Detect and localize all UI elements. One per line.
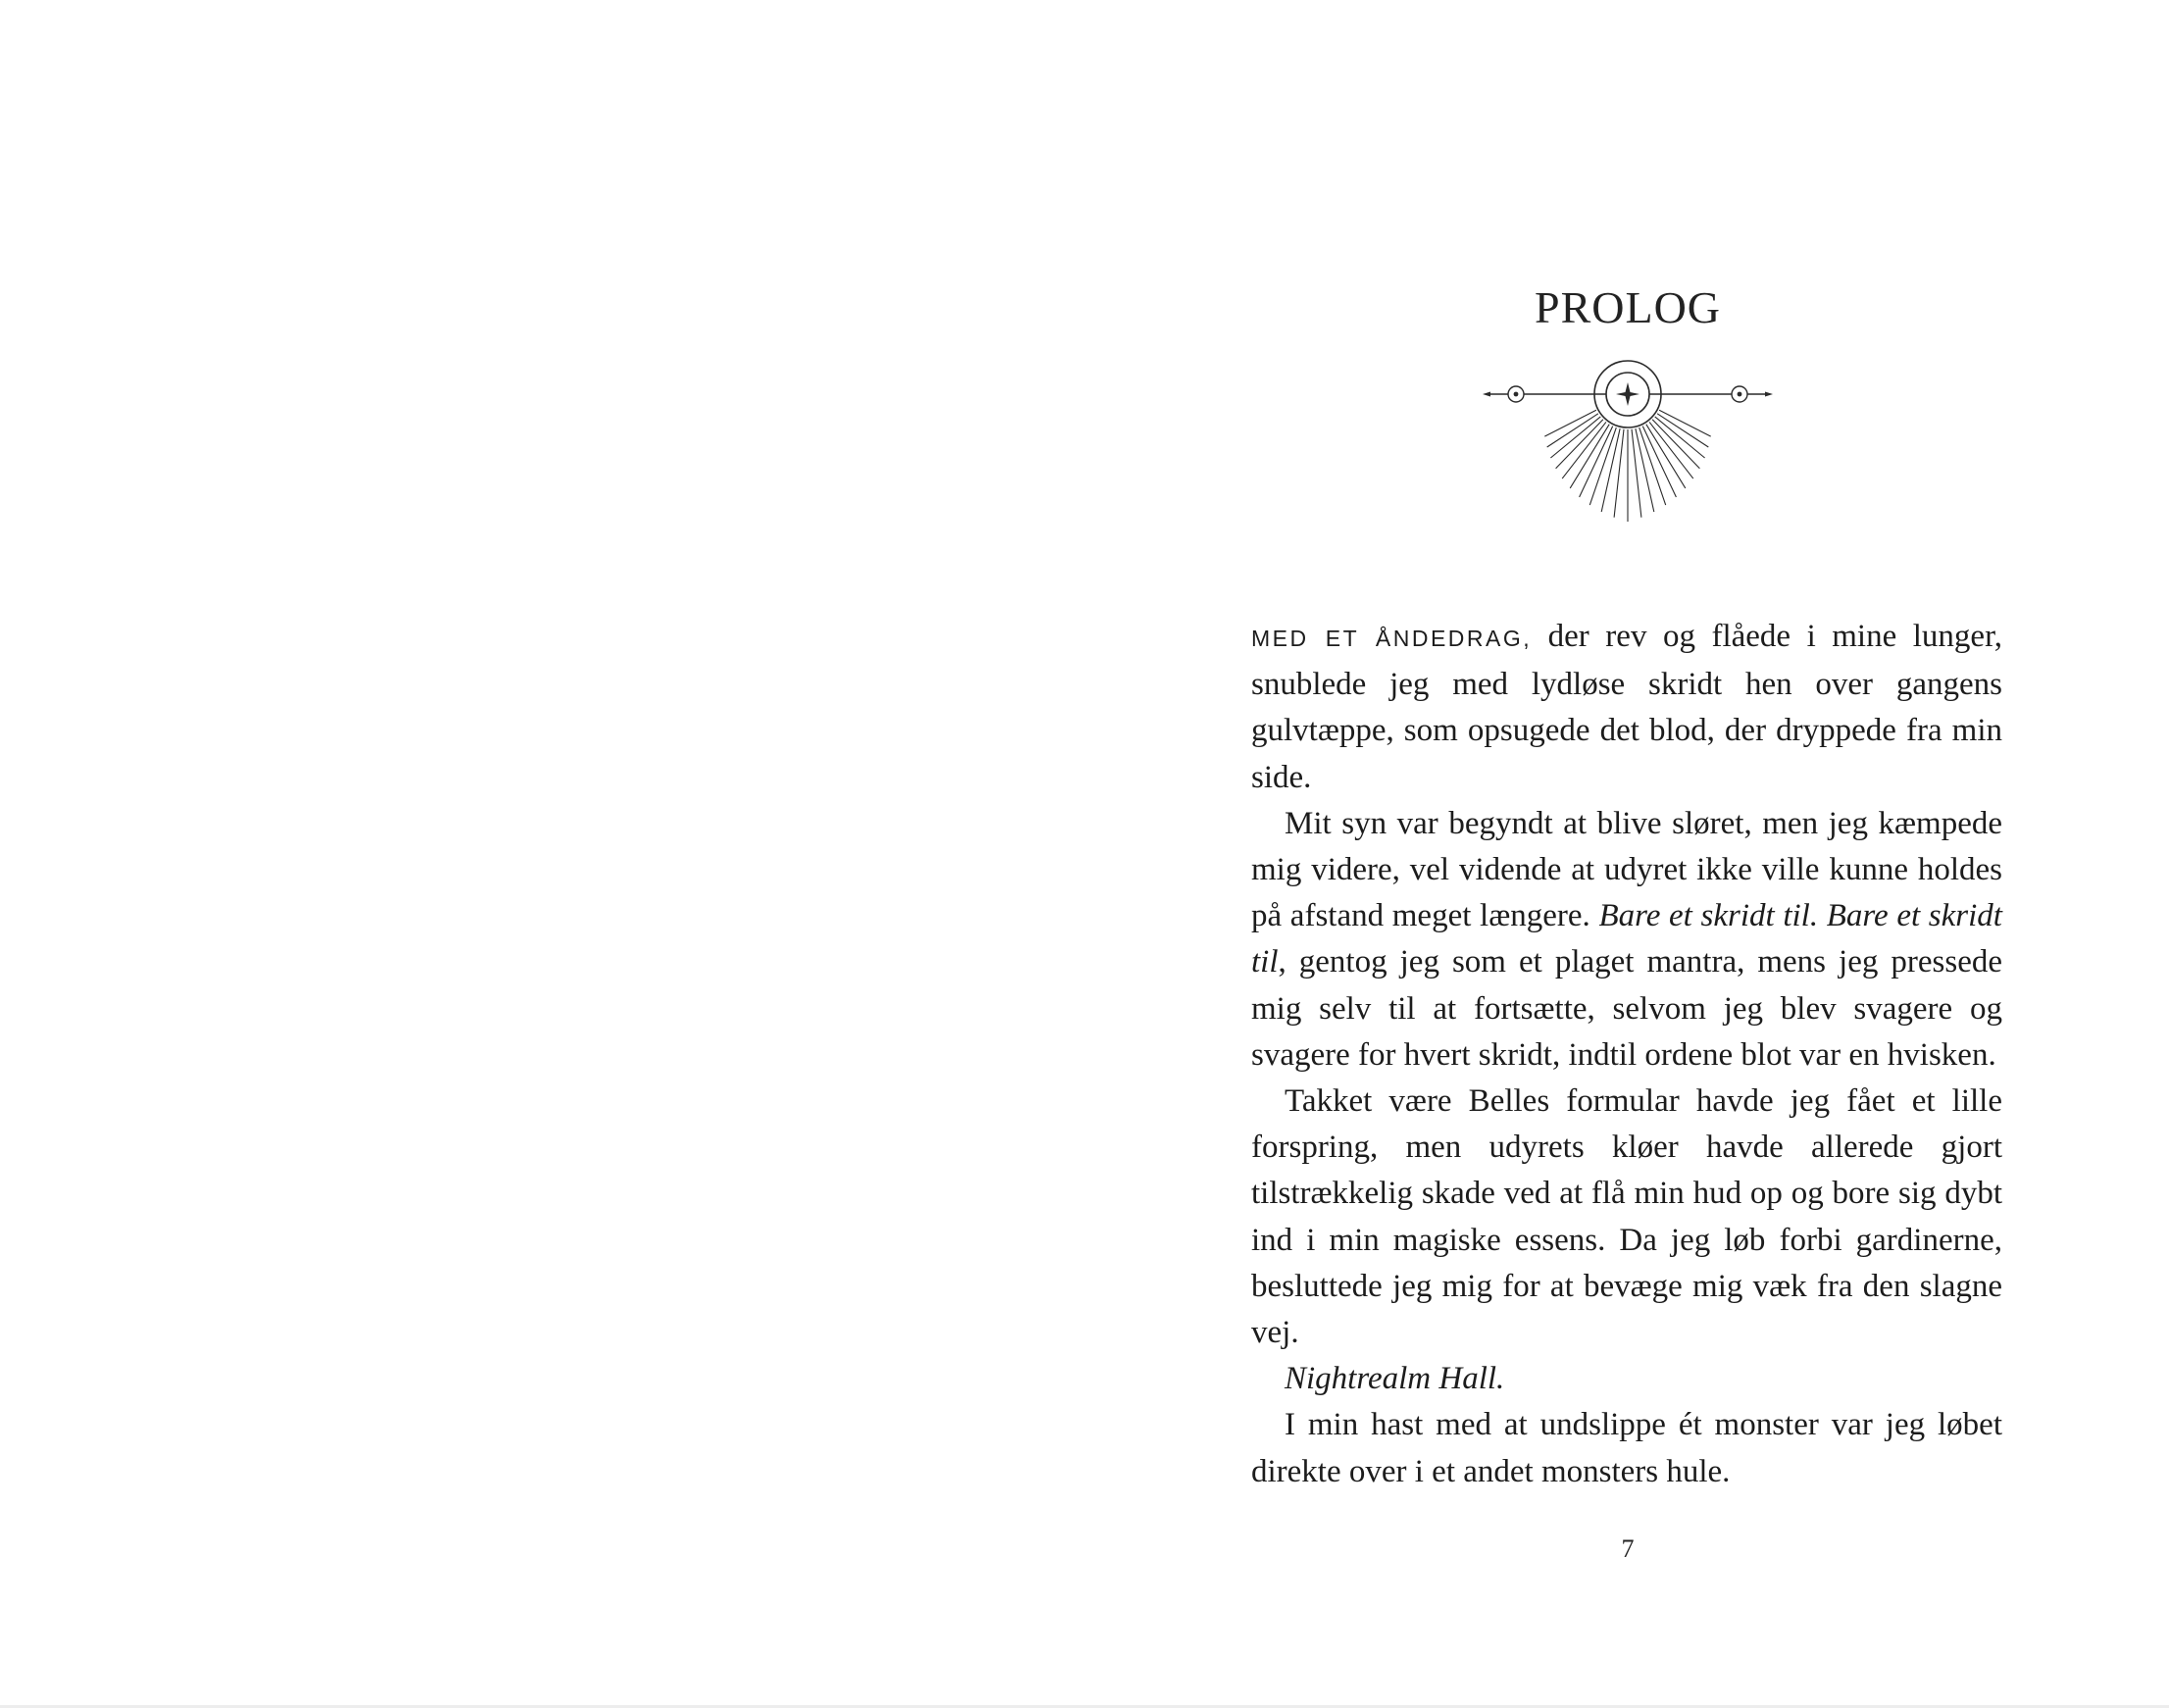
sunburst-ray bbox=[1544, 410, 1596, 436]
paragraph-3-text: Takket være Belles formular havde jeg fået et lille forspring, men udyrets kløer havde allerede gjort tilstrækkelig skade ved at flå min hud op og bore sig dybt ind i min magiske essens. Da jeg løb forbi gardinerne, besluttede jeg mig for at bevæge mig væk fra den slagne vej. bbox=[1251, 1083, 2002, 1351]
page-number: 7 bbox=[1621, 1534, 1635, 1563]
paragraph-4-italic: Nightrealm Hall. bbox=[1285, 1361, 1505, 1397]
sunburst-ornament-icon bbox=[1481, 353, 1775, 529]
paragraph-1 bbox=[1251, 614, 2002, 801]
paragraph-3 bbox=[1251, 1079, 2002, 1356]
paragraph-2 bbox=[1251, 801, 2002, 1079]
paragraph-1-text: der rev og flåede i mine lunger, snublede jeg med lydløse skridt hen over gangens gulvtæppe, som opsugede det blod, der dryppede fra min side. bbox=[1251, 619, 2002, 795]
paragraph-2-text-before: Mit syn var begyndt at blive sløret, men jeg kæmpede mig videre, vel vidende at udyret ikke ville kunne holdes på afstand meget længere. bbox=[1251, 805, 2002, 934]
sunburst-ray bbox=[1659, 410, 1711, 436]
sunburst-ray bbox=[1601, 428, 1620, 512]
paragraph-4 bbox=[1251, 1356, 2002, 1402]
left-page-blank bbox=[0, 0, 1084, 1708]
lead-small-caps: MED ET ÅNDEDRAG, bbox=[1251, 626, 1533, 651]
paragraph-5-text: I min hast med at undslippe ét monster var jeg løbet direkte over i et andet monsters hule. bbox=[1251, 1407, 2002, 1489]
sunburst-ray bbox=[1614, 429, 1624, 518]
sunburst-ray bbox=[1632, 429, 1641, 518]
paragraph-2-text-after: , gentog jeg som et plaget mantra, mens jeg pressede mig selv til at fortsætte, selvom jeg blev svagere og svagere for hvert skridt, indtil ordene blot var en hvisken. bbox=[1251, 944, 2002, 1073]
chapter-title: PROLOG bbox=[1534, 282, 1722, 332]
paragraph-2-italic: Bare et skridt til. Bare et skridt til bbox=[1251, 898, 2002, 980]
prologue-body bbox=[1251, 614, 2002, 1495]
paragraph-5 bbox=[1251, 1402, 2002, 1494]
sunburst-ray bbox=[1636, 428, 1654, 512]
